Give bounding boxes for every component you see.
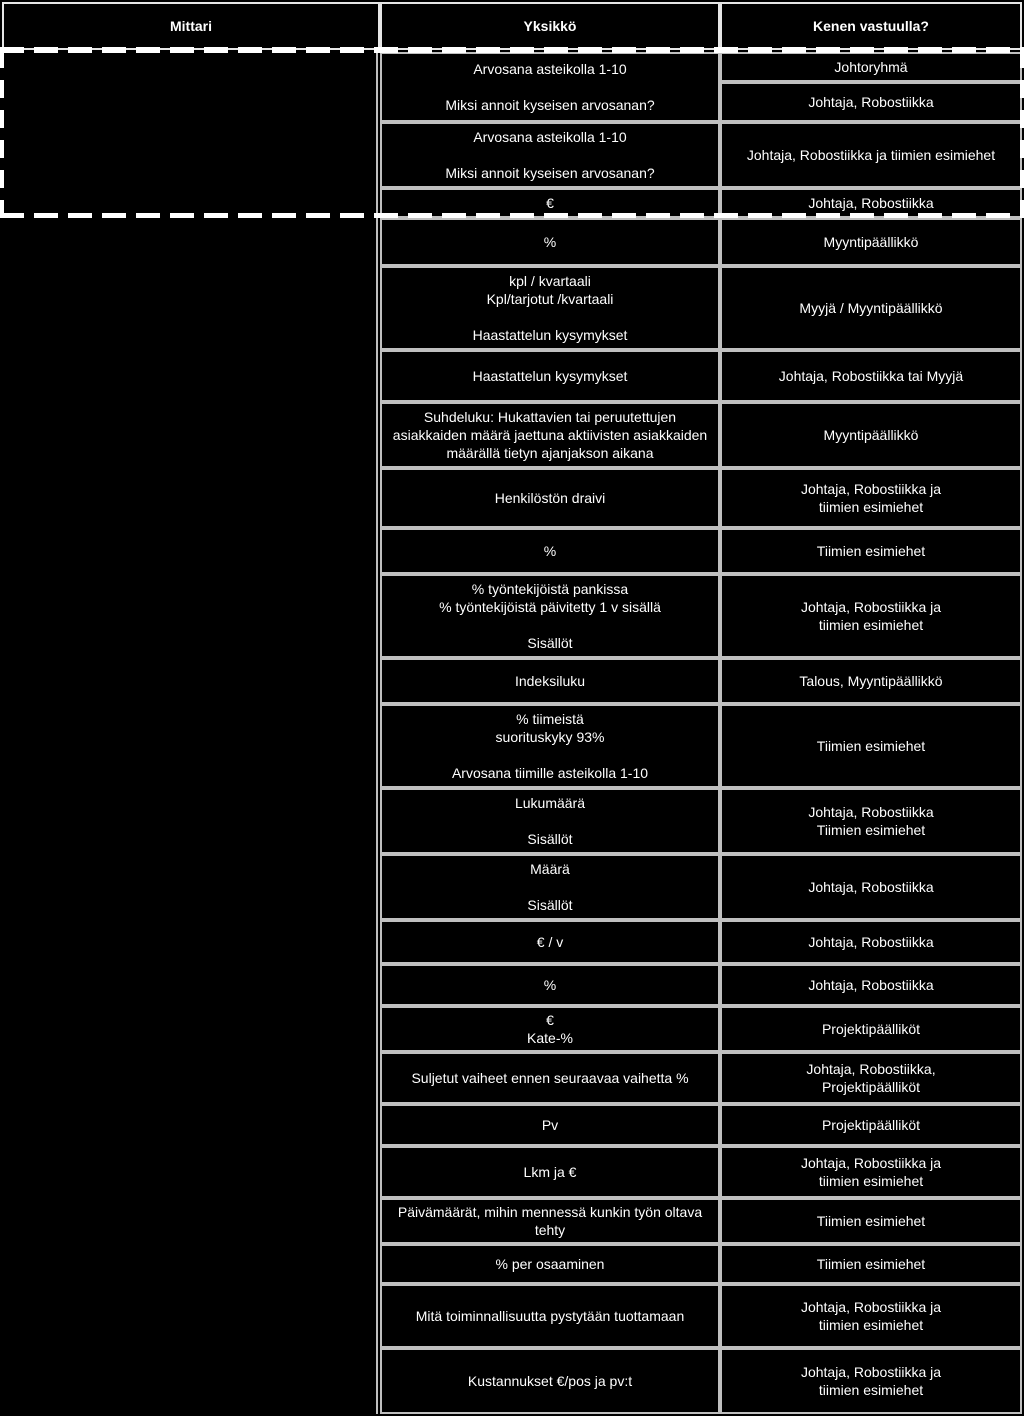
owner-cell: Johtaja, Robostiikka Tiimien esimiehet — [720, 788, 1022, 854]
unit-cell: Päivämäärät, mihin mennessä kunkin työn oltava tehty — [380, 1198, 720, 1244]
owner-cell: Johtaja, Robostiikka — [720, 964, 1022, 1006]
unit-cell: Lkm ja € — [380, 1146, 720, 1198]
owner-cell: Johtaja, Robostiikka ja tiimien esimiehet — [720, 468, 1022, 528]
unit-cell: % — [380, 218, 720, 266]
dashed-frame-right — [1020, 50, 1024, 216]
unit-cell: Lukumäärä Sisällöt — [380, 788, 720, 854]
unit-cell: Suljetut vaiheet ennen seuraavaa vaihetta % — [380, 1052, 720, 1104]
owner-cell: Johtaja, Robostiikka — [720, 82, 1022, 122]
unit-cell: Pv — [380, 1104, 720, 1146]
owner-cell: Johtaja, Robostiikka ja tiimien esimiehet — [720, 574, 1022, 658]
unit-cell: % — [380, 964, 720, 1006]
owner-cell: Johtaja, Robostiikka ja tiimien esimiehet — [720, 1284, 1022, 1348]
owner-cell: Johtaja, Robostiikka ja tiimien esimiehet — [720, 1146, 1022, 1198]
unit-cell: Suhdeluku: Hukattavien tai peruutettujen asiakkaiden määrä jaettuna aktiivisten asiakkaiden määrällä tietyn ajanjakson aikana — [380, 402, 720, 468]
owner-cell: Johtaja, Robostiikka tai Myyjä — [720, 350, 1022, 402]
unit-cell: Haastattelun kysymykset — [380, 350, 720, 402]
unit-cell: % työntekijöistä pankissa % työntekijöistä päivitetty 1 v sisällä Sisällöt — [380, 574, 720, 658]
unit-cell: % — [380, 528, 720, 574]
owner-cell: Tiimien esimiehet — [720, 1244, 1022, 1284]
owner-cell: Johtoryhmä — [720, 52, 1022, 82]
dashed-frame-top — [0, 47, 1024, 53]
unit-cell: € Kate-% — [380, 1006, 720, 1052]
owner-cell: Tiimien esimiehet — [720, 704, 1022, 788]
owner-cell: Myyntipäällikkö — [720, 402, 1022, 468]
header-mittari: Mittari — [2, 2, 380, 50]
unit-cell: Määrä Sisällöt — [380, 854, 720, 920]
owner-cell: Johtaja, Robostiikka ja tiimien esimiehet — [720, 1348, 1022, 1414]
unit-cell: € / v — [380, 920, 720, 964]
owner-cell: Myyjä / Myyntipäällikkö — [720, 266, 1022, 350]
owner-cell: Johtaja, Robostiikka — [720, 854, 1022, 920]
owner-cell: Johtaja, Robostiikka — [720, 188, 1022, 218]
owner-cell: Myyntipäällikkö — [720, 218, 1022, 266]
owner-cell: Johtaja, Robostiikka — [720, 920, 1022, 964]
unit-cell: Arvosana asteikolla 1-10 Miksi annoit kyseisen arvosanan? — [380, 122, 720, 188]
owner-cell: Tiimien esimiehet — [720, 528, 1022, 574]
dashed-frame-left — [0, 50, 4, 216]
owner-cell: Johtaja, Robostiikka ja tiimien esimiehet — [720, 122, 1022, 188]
header-vastuu: Kenen vastuulla? — [720, 2, 1022, 50]
unit-cell: Mitä toiminnallisuutta pystytään tuottamaan — [380, 1284, 720, 1348]
unit-cell: % per osaaminen — [380, 1244, 720, 1284]
unit-cell: € — [380, 188, 720, 218]
mittari-column — [2, 52, 378, 1414]
owner-cell: Johtaja, Robostiikka, Projektipäälliköt — [720, 1052, 1022, 1104]
header-yksikko: Yksikkö — [380, 2, 720, 50]
unit-cell: Arvosana asteikolla 1-10 Miksi annoit kyseisen arvosanan? — [380, 52, 720, 122]
unit-cell: Kustannukset €/pos ja pv:t — [380, 1348, 720, 1414]
dashed-frame-bottom — [0, 213, 1024, 218]
unit-cell: % tiimeistä suorituskyky 93% Arvosana tiimille asteikolla 1-10 — [380, 704, 720, 788]
owner-cell: Tiimien esimiehet — [720, 1198, 1022, 1244]
owner-cell: Projektipäälliköt — [720, 1104, 1022, 1146]
unit-cell: kpl / kvartaali Kpl/tarjotut /kvartaali Haastattelun kysymykset — [380, 266, 720, 350]
owner-cell: Projektipäälliköt — [720, 1006, 1022, 1052]
owner-cell: Talous, Myyntipäällikkö — [720, 658, 1022, 704]
unit-cell: Indeksiluku — [380, 658, 720, 704]
unit-cell: Henkilöstön draivi — [380, 468, 720, 528]
